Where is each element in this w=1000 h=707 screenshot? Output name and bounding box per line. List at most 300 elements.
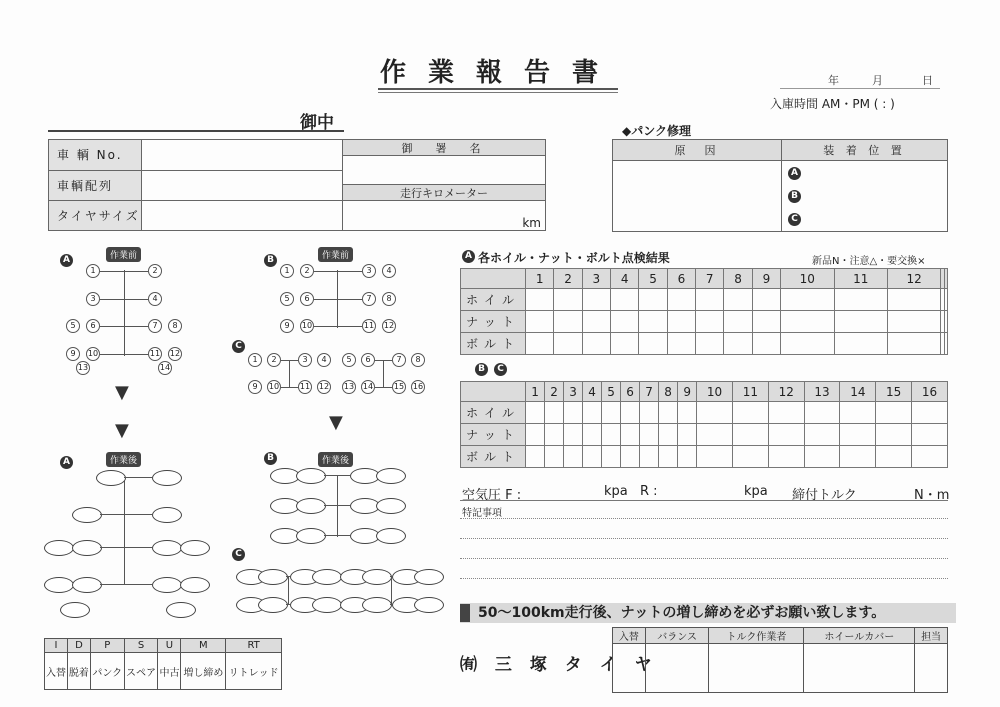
after-tag-b: 作業後 <box>318 452 353 467</box>
axle-line <box>314 326 362 327</box>
column-header: 12 <box>768 382 804 402</box>
check-cell[interactable] <box>602 402 621 424</box>
wheel-oval[interactable] <box>362 597 392 613</box>
check-cell[interactable] <box>659 402 678 424</box>
tire-size-label: タイヤサイズ <box>49 201 142 231</box>
column-header: 16 <box>912 382 948 402</box>
check-cell[interactable] <box>639 311 667 333</box>
notes-label: 特記事項 <box>462 508 502 519</box>
check-cell[interactable] <box>752 333 780 355</box>
code-value[interactable]: 中古 <box>158 653 181 690</box>
check-cell[interactable] <box>724 311 752 333</box>
wheel-oval[interactable] <box>72 577 102 593</box>
check-cell[interactable] <box>667 333 695 355</box>
wheel-position: 3 <box>362 264 376 278</box>
check-cell[interactable] <box>732 446 768 468</box>
column-header: 10 <box>781 269 834 289</box>
axle-line <box>100 299 148 300</box>
work-codes-table <box>44 638 282 690</box>
axle-c-icon: C <box>494 363 507 376</box>
wheel-oval[interactable] <box>296 468 326 484</box>
check-cell[interactable] <box>678 446 697 468</box>
axle-line <box>391 576 392 604</box>
axle-line <box>100 584 152 585</box>
wheel-position: 1 <box>86 264 100 278</box>
wheel-oval[interactable] <box>72 507 102 523</box>
check-cell[interactable] <box>944 333 947 355</box>
notes-line[interactable] <box>460 538 948 539</box>
check-cell[interactable] <box>526 402 545 424</box>
odometer-field[interactable] <box>343 201 546 231</box>
column-header: 1 <box>526 382 545 402</box>
air-pressure-line <box>460 500 948 501</box>
wheel-oval[interactable] <box>60 602 90 618</box>
position-c-icon: C <box>788 213 801 226</box>
axle-line <box>337 475 338 537</box>
column-header: 9 <box>678 382 697 402</box>
before-tag-a: 作業前 <box>106 247 141 262</box>
wheel-position: 14 <box>361 380 375 394</box>
check-cell[interactable] <box>697 446 733 468</box>
column-header: 4 <box>583 382 602 402</box>
sign-header: トルク作業者 <box>709 628 804 644</box>
column-header: 7 <box>640 382 659 402</box>
check-cell[interactable] <box>678 402 697 424</box>
axle-c-icon: C <box>232 340 245 353</box>
wheel-oval[interactable] <box>152 577 182 593</box>
vehicle-no-label: 車 輌 No. <box>49 140 142 171</box>
check-cell[interactable] <box>639 289 667 311</box>
check-cell[interactable] <box>724 333 752 355</box>
check-cell[interactable] <box>781 311 834 333</box>
cause-header: 原 因 <box>613 140 782 161</box>
position-a-icon: A <box>788 167 801 180</box>
column-header: 3 <box>564 382 583 402</box>
sign-header: バランス <box>645 628 709 644</box>
check-cell[interactable] <box>545 446 564 468</box>
sign-field[interactable] <box>613 644 646 693</box>
wheel-oval[interactable] <box>166 602 196 618</box>
wheel-oval[interactable] <box>362 569 392 585</box>
check-cell[interactable] <box>602 446 621 468</box>
check-cell[interactable] <box>696 333 724 355</box>
check-cell[interactable] <box>554 333 582 355</box>
check-cell[interactable] <box>564 446 583 468</box>
wheel-oval[interactable] <box>312 597 342 613</box>
wheel-oval[interactable] <box>414 569 444 585</box>
axle-line <box>281 387 298 388</box>
wheel-position: 11 <box>148 347 162 361</box>
check-cell[interactable] <box>697 424 733 446</box>
check-cell[interactable] <box>526 446 545 468</box>
column-header: 2 <box>554 269 582 289</box>
check-cell[interactable] <box>526 333 554 355</box>
wheel-oval[interactable] <box>376 528 406 544</box>
customer-name-line[interactable] <box>48 130 344 132</box>
before-tag-b: 作業前 <box>318 247 353 262</box>
code-header: D <box>67 639 90 653</box>
row-header: ホイル <box>461 289 526 311</box>
column-header: 7 <box>696 269 724 289</box>
check-cell[interactable] <box>667 311 695 333</box>
check-cell[interactable] <box>944 311 947 333</box>
down-arrow-icon: ▼ <box>115 420 129 441</box>
check-cell[interactable] <box>640 402 659 424</box>
wheel-position: 10 <box>267 380 281 394</box>
sign-header: 担当 <box>915 628 948 644</box>
sign-header: ホイールカバー <box>804 628 915 644</box>
check-cell[interactable] <box>781 289 834 311</box>
row-header: ナット <box>461 424 526 446</box>
wheel-position: 9 <box>280 319 294 333</box>
axle-line <box>100 354 148 355</box>
entry-time[interactable]: 入庫時間 AM・PM ( : ) <box>770 97 895 111</box>
sign-field[interactable] <box>804 644 915 693</box>
torque-label: 締付トルク <box>792 488 857 503</box>
wheel-oval[interactable] <box>72 540 102 556</box>
check-cell[interactable] <box>583 402 602 424</box>
column-header: 14 <box>840 382 876 402</box>
tire-size-field[interactable] <box>142 201 343 231</box>
check-cell[interactable] <box>876 446 912 468</box>
wheel-oval[interactable] <box>376 498 406 514</box>
notes-line[interactable] <box>460 558 948 559</box>
check-cell[interactable] <box>834 311 887 333</box>
check-cell[interactable] <box>696 311 724 333</box>
row-header: ボルト <box>461 446 526 468</box>
page-title: 作業報告書 <box>379 58 620 88</box>
wheel-position: 4 <box>148 292 162 306</box>
wheel-position: 3 <box>298 353 312 367</box>
wheel-position: 3 <box>86 292 100 306</box>
wheel-position: 13 <box>342 380 356 394</box>
vehicle-no-field[interactable] <box>142 140 343 171</box>
year-label: 年 <box>828 74 839 87</box>
wheel-position: 10 <box>86 347 100 361</box>
vehicle-config-label: 車輌配列 <box>49 170 142 201</box>
wheel-oval[interactable] <box>180 577 210 593</box>
check-cell[interactable] <box>732 424 768 446</box>
check-cell[interactable] <box>887 289 940 311</box>
check-cell[interactable] <box>611 289 639 311</box>
wheel-position: 7 <box>362 292 376 306</box>
position-header: 装 着 位 置 <box>782 140 948 161</box>
cause-field[interactable] <box>613 161 782 232</box>
axle-a-icon: A <box>462 250 475 263</box>
column-header: 1 <box>526 269 554 289</box>
check-cell[interactable] <box>621 424 640 446</box>
axle-line <box>124 477 152 478</box>
wheel-position: 14 <box>158 361 172 375</box>
check-cell[interactable] <box>582 289 610 311</box>
check-cell[interactable] <box>583 424 602 446</box>
down-arrow-icon: ▼ <box>115 382 129 403</box>
sign-field[interactable] <box>915 644 948 693</box>
results-title: 各ホイル・ナット・ボルト点検結果 <box>478 251 670 265</box>
check-cell[interactable] <box>724 289 752 311</box>
wheel-oval[interactable] <box>296 498 326 514</box>
check-cell[interactable] <box>659 424 678 446</box>
wheel-oval[interactable] <box>44 577 74 593</box>
check-cell[interactable] <box>781 333 834 355</box>
wheel-position: 9 <box>66 347 80 361</box>
wheel-oval[interactable] <box>414 597 444 613</box>
results-table-bc <box>460 381 948 468</box>
check-cell[interactable] <box>840 446 876 468</box>
wheel-position: 12 <box>317 380 331 394</box>
wheel-position: 8 <box>382 292 396 306</box>
code-value[interactable]: 入替 <box>45 653 68 690</box>
column-header: 12 <box>887 269 940 289</box>
title-underline-2 <box>378 92 618 93</box>
notes-line[interactable] <box>460 578 948 579</box>
sign-field[interactable] <box>709 644 804 693</box>
after-tag-a: 作業後 <box>106 452 141 467</box>
check-cell[interactable] <box>876 424 912 446</box>
code-value[interactable]: リトレッド <box>226 653 282 690</box>
check-cell[interactable] <box>611 333 639 355</box>
check-cell[interactable] <box>545 402 564 424</box>
check-cell[interactable] <box>621 446 640 468</box>
check-cell[interactable] <box>887 311 940 333</box>
wheel-oval[interactable] <box>180 540 210 556</box>
column-header: 6 <box>667 269 695 289</box>
check-cell[interactable] <box>697 402 733 424</box>
check-cell[interactable] <box>912 424 948 446</box>
wheel-position: 5 <box>66 319 80 333</box>
check-cell[interactable] <box>554 289 582 311</box>
code-header: S <box>124 639 158 653</box>
code-header: U <box>158 639 181 653</box>
check-cell[interactable] <box>659 446 678 468</box>
check-cell[interactable] <box>554 311 582 333</box>
notice-bar <box>460 604 470 622</box>
wheel-position: 2 <box>267 353 281 367</box>
axle-line <box>314 271 362 272</box>
row-header: ナット <box>461 311 526 333</box>
check-cell[interactable] <box>678 424 697 446</box>
check-cell[interactable] <box>752 311 780 333</box>
corner-cell <box>461 269 526 289</box>
axle-c-icon: C <box>232 548 245 561</box>
retighten-notice-text: 50〜100km走行後、ナットの増し締めを必ずお願い致します。 <box>478 605 886 621</box>
wheel-oval[interactable] <box>96 470 126 486</box>
wheel-oval[interactable] <box>258 597 288 613</box>
check-cell[interactable] <box>639 333 667 355</box>
wheel-position: 15 <box>392 380 406 394</box>
kpa-unit-r: kpa <box>744 484 768 499</box>
check-cell[interactable] <box>804 424 840 446</box>
wheel-position: 4 <box>317 353 331 367</box>
axle-a-icon: A <box>60 456 73 469</box>
column-header: 8 <box>659 382 678 402</box>
wheel-oval[interactable] <box>312 569 342 585</box>
wheel-position: 12 <box>168 347 182 361</box>
sign-table <box>612 627 948 693</box>
column-header: 11 <box>834 269 887 289</box>
check-cell[interactable] <box>582 311 610 333</box>
axle-line <box>286 604 290 605</box>
check-cell[interactable] <box>887 333 940 355</box>
wheel-position: 2 <box>300 264 314 278</box>
odometer-label: 走行キロメーター <box>343 185 545 200</box>
company-name: ㈲ 三 塚 タ イ ヤ <box>460 655 658 675</box>
puncture-table <box>612 139 948 232</box>
wheel-position: 13 <box>76 361 90 375</box>
wheel-position: 5 <box>342 353 356 367</box>
wheel-position: 10 <box>300 319 314 333</box>
row-header: ホイル <box>461 402 526 424</box>
wheel-oval[interactable] <box>152 470 182 486</box>
results-table-a <box>460 268 948 355</box>
wheel-position: 8 <box>411 353 425 367</box>
check-cell[interactable] <box>834 333 887 355</box>
column-header: 15 <box>876 382 912 402</box>
check-cell[interactable] <box>834 289 887 311</box>
check-cell[interactable] <box>564 424 583 446</box>
check-cell[interactable] <box>768 402 804 424</box>
wheel-position: 4 <box>382 264 396 278</box>
retighten-notice <box>460 603 956 623</box>
axle-line <box>124 270 125 356</box>
check-cell[interactable] <box>621 402 640 424</box>
check-cell[interactable] <box>640 424 659 446</box>
check-cell[interactable] <box>696 289 724 311</box>
sign-field[interactable] <box>645 644 709 693</box>
vehicle-config-field[interactable] <box>142 170 343 201</box>
check-cell[interactable] <box>912 402 948 424</box>
wheel-position: 6 <box>361 353 375 367</box>
check-cell[interactable] <box>732 402 768 424</box>
check-cell[interactable] <box>583 446 602 468</box>
column-header: 13 <box>804 382 840 402</box>
km-unit: km <box>522 216 541 230</box>
wheel-position: 6 <box>300 292 314 306</box>
wheel-oval[interactable] <box>44 540 74 556</box>
code-header: I <box>45 639 68 653</box>
air-pressure-f-label: 空気圧 F : <box>462 488 522 503</box>
check-cell[interactable] <box>640 446 659 468</box>
signature-field[interactable] <box>343 156 545 185</box>
check-cell[interactable] <box>768 446 804 468</box>
axle-line <box>289 360 290 387</box>
column-header: 5 <box>639 269 667 289</box>
code-value[interactable]: パンク <box>90 653 124 690</box>
code-value[interactable]: 増し締め <box>181 653 226 690</box>
axle-line <box>324 475 350 476</box>
air-pressure-r-label: R : <box>640 484 658 499</box>
puncture-title: ◆パンク修理 <box>622 124 691 138</box>
wheel-position: 5 <box>280 292 294 306</box>
check-cell[interactable] <box>667 289 695 311</box>
axle-line <box>324 535 350 536</box>
code-value[interactable]: スペア <box>124 653 158 690</box>
axle-line <box>124 477 125 585</box>
check-cell[interactable] <box>526 289 554 311</box>
wheel-oval[interactable] <box>152 540 182 556</box>
torque-unit: N・m <box>914 488 950 503</box>
check-cell[interactable] <box>804 446 840 468</box>
axle-line <box>383 360 384 387</box>
date-line <box>780 88 940 89</box>
check-cell[interactable] <box>768 424 804 446</box>
wheel-oval[interactable] <box>376 468 406 484</box>
check-cell[interactable] <box>526 424 545 446</box>
check-cell[interactable] <box>526 311 554 333</box>
check-cell[interactable] <box>752 289 780 311</box>
axle-a-icon: A <box>60 254 73 267</box>
code-header: RT <box>226 639 282 653</box>
day-label: 日 <box>922 74 933 87</box>
check-cell[interactable] <box>876 402 912 424</box>
check-cell[interactable] <box>582 333 610 355</box>
wheel-position: 16 <box>411 380 425 394</box>
check-cell[interactable] <box>545 424 564 446</box>
column-header: 9 <box>752 269 780 289</box>
column-header <box>944 269 947 289</box>
title-underline <box>378 88 618 90</box>
code-value[interactable]: 脱着 <box>67 653 90 690</box>
column-header: 8 <box>724 269 752 289</box>
axle-b-icon: B <box>264 452 277 465</box>
position-field[interactable] <box>782 161 948 232</box>
check-cell[interactable] <box>602 424 621 446</box>
check-cell[interactable] <box>912 446 948 468</box>
check-cell[interactable] <box>564 402 583 424</box>
wheel-oval[interactable] <box>296 528 326 544</box>
position-b-icon: B <box>788 190 801 203</box>
wheel-position: 11 <box>298 380 312 394</box>
column-header: 6 <box>621 382 640 402</box>
month-label: 月 <box>872 74 883 87</box>
column-header: 10 <box>697 382 733 402</box>
row-header: ボルト <box>461 333 526 355</box>
wheel-position: 2 <box>148 264 162 278</box>
wheel-oval[interactable] <box>152 507 182 523</box>
corner-cell <box>461 382 526 402</box>
wheel-position: 7 <box>148 319 162 333</box>
check-cell[interactable] <box>944 289 947 311</box>
sign-header: 入替 <box>613 628 646 644</box>
check-cell[interactable] <box>840 424 876 446</box>
vehicle-table <box>48 139 546 231</box>
axle-line <box>100 547 152 548</box>
wheel-position: 8 <box>168 319 182 333</box>
check-cell[interactable] <box>804 402 840 424</box>
column-header: 5 <box>602 382 621 402</box>
axle-line <box>324 505 350 506</box>
axle-line <box>390 604 392 605</box>
kpa-unit-f: kpa <box>604 484 628 499</box>
code-header: M <box>181 639 226 653</box>
column-header: 3 <box>582 269 610 289</box>
check-cell[interactable] <box>611 311 639 333</box>
code-header: P <box>90 639 124 653</box>
wheel-position: 7 <box>392 353 406 367</box>
results-legend: 新品N・注意△・要交換× <box>812 256 926 267</box>
notes-line[interactable] <box>460 518 948 519</box>
onchu-label: 御中 <box>300 113 334 133</box>
check-cell[interactable] <box>840 402 876 424</box>
column-header: 11 <box>732 382 768 402</box>
wheel-position: 12 <box>382 319 396 333</box>
axle-line <box>375 387 392 388</box>
axle-line <box>288 576 289 604</box>
wheel-position: 6 <box>86 319 100 333</box>
axle-line <box>100 326 148 327</box>
signature-label: 御 署 名 <box>343 140 545 156</box>
wheel-oval[interactable] <box>258 569 288 585</box>
